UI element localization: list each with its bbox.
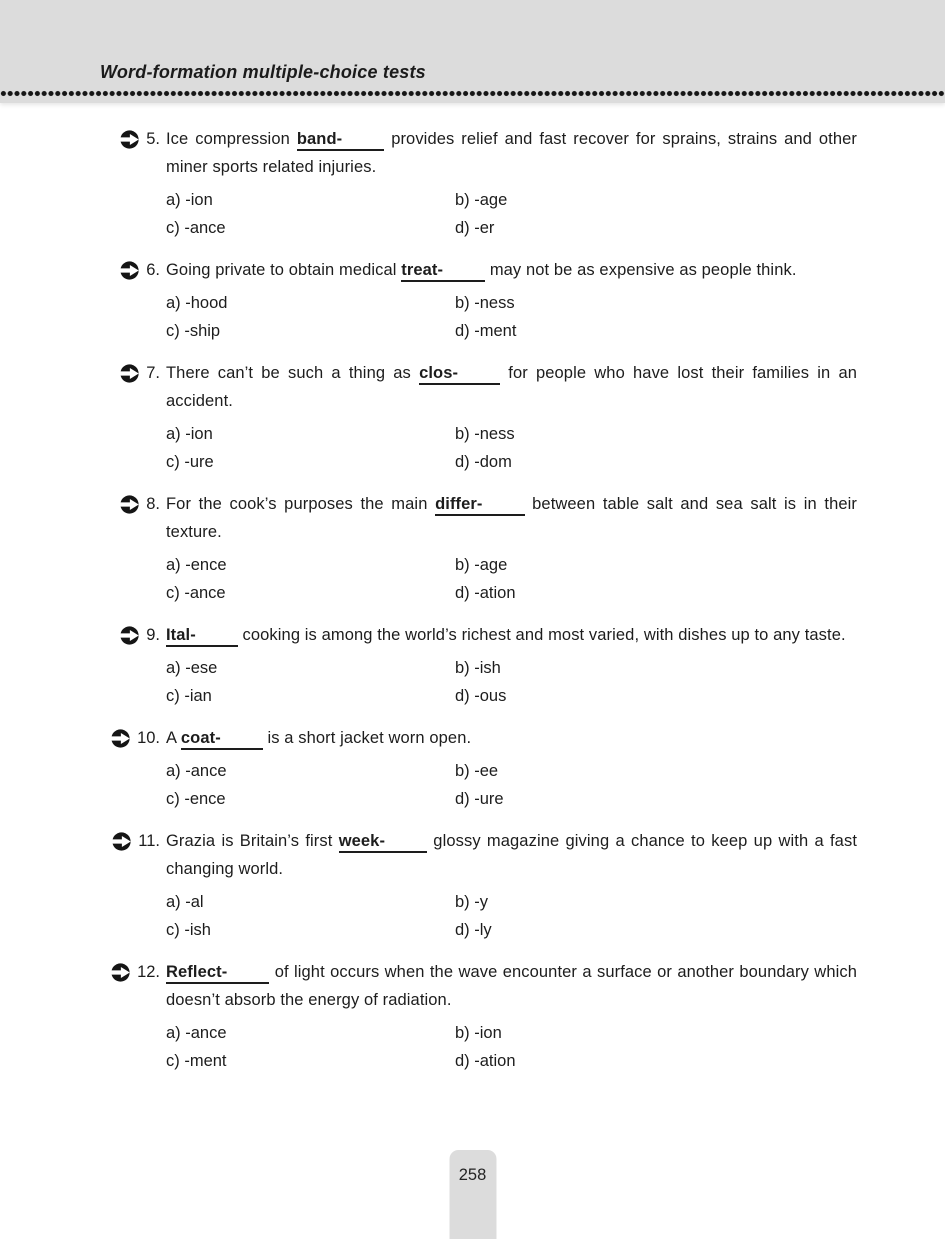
question-number: 7. bbox=[146, 363, 160, 382]
page-number: 258 bbox=[458, 1166, 487, 1184]
answer-option: d) -ation bbox=[455, 584, 516, 602]
question-text-before-blank: Grazia is Britain’s first bbox=[166, 832, 333, 850]
answer-option: a) -ence bbox=[166, 556, 227, 574]
answer-option: b) -age bbox=[455, 556, 508, 574]
question-item bbox=[138, 827, 857, 944]
page-title: Word-formation multiple-choice tests bbox=[100, 62, 426, 82]
circular-arrow-bullet-icon bbox=[111, 963, 130, 982]
question-text bbox=[166, 827, 857, 883]
answer-option: a) -ance bbox=[166, 1024, 227, 1042]
question-item bbox=[137, 958, 857, 1075]
answer-option: a) -ese bbox=[166, 659, 218, 677]
answer-option: c) -ian bbox=[166, 687, 212, 705]
answer-option: c) -ance bbox=[166, 219, 226, 237]
options-grid bbox=[166, 551, 857, 607]
question-text bbox=[166, 125, 857, 181]
options-grid bbox=[166, 757, 857, 813]
question-label bbox=[111, 724, 166, 752]
question-label bbox=[111, 958, 166, 986]
question-stem-word: treat- bbox=[401, 261, 444, 279]
question-text-after-blank: is a short jacket worn open. bbox=[267, 729, 472, 747]
circular-arrow-bullet-icon bbox=[120, 364, 139, 383]
question-label bbox=[120, 125, 166, 153]
answer-option: c) -ence bbox=[166, 790, 226, 808]
question-label bbox=[120, 621, 166, 649]
answer-option: a) -ance bbox=[166, 762, 227, 780]
question-text bbox=[166, 958, 857, 1014]
question-number: 12. bbox=[137, 962, 160, 981]
dotted-divider bbox=[0, 90, 945, 97]
stem-with-blank bbox=[297, 130, 384, 151]
question-text-after-blank: glossy magazine giving a chance to keep up with a fast changing world. bbox=[166, 832, 857, 878]
answer-option: d) -er bbox=[455, 219, 495, 237]
question-number: 5. bbox=[146, 129, 160, 148]
questions-list bbox=[0, 103, 945, 1075]
question-number: 6. bbox=[146, 260, 160, 279]
answer-option: a) -ion bbox=[166, 425, 213, 443]
answer-option: d) -ous bbox=[455, 687, 507, 705]
answer-option: a) -ion bbox=[166, 191, 213, 209]
question-text-before-blank: There can’t be such a thing as bbox=[166, 364, 411, 382]
question-text bbox=[166, 256, 857, 284]
answer-blank bbox=[443, 274, 485, 275]
question-number: 9. bbox=[146, 625, 160, 644]
question-item bbox=[146, 359, 857, 476]
options-grid bbox=[166, 888, 857, 944]
question-item bbox=[146, 490, 857, 607]
circular-arrow-bullet-icon bbox=[120, 626, 139, 645]
stem-with-blank bbox=[339, 832, 427, 853]
question-stem-word: week- bbox=[338, 832, 386, 850]
answer-blank bbox=[458, 377, 500, 378]
answer-option: d) -ation bbox=[455, 1052, 516, 1070]
question-text-after-blank: may not be as expensive as people think. bbox=[489, 261, 797, 279]
answer-option: a) -al bbox=[166, 893, 204, 911]
circular-arrow-bullet-icon bbox=[120, 261, 139, 280]
answer-option: b) -ish bbox=[455, 659, 501, 677]
question-text bbox=[166, 621, 857, 649]
question-text bbox=[166, 359, 857, 415]
answer-option: c) -ure bbox=[166, 453, 214, 471]
options-grid bbox=[166, 654, 857, 710]
question-text bbox=[166, 490, 857, 546]
answer-option: d) -ure bbox=[455, 790, 504, 808]
question-text-before-blank: For the cook’s purposes the main bbox=[166, 495, 428, 513]
question-text-before-blank: Going private to obtain medical bbox=[166, 261, 397, 279]
question-text-after-blank: of light occurs when the wave encounter a surface or another boundary which doesn’t absorb the energy of radiation. bbox=[166, 963, 857, 1009]
question-stem-word: coat- bbox=[180, 729, 221, 747]
stem-with-blank bbox=[181, 729, 263, 750]
answer-option: d) -ment bbox=[455, 322, 517, 340]
question-label bbox=[120, 256, 166, 284]
question-stem-word: band- bbox=[296, 130, 343, 148]
answer-option: b) -y bbox=[455, 893, 488, 911]
answer-option: b) -ion bbox=[455, 1024, 502, 1042]
stem-with-blank bbox=[401, 261, 485, 282]
question-stem-word: Ital- bbox=[166, 626, 196, 644]
answer-blank bbox=[342, 143, 384, 144]
answer-option: c) -ship bbox=[166, 322, 221, 340]
question-label bbox=[120, 490, 166, 518]
answer-option: b) -ness bbox=[455, 294, 515, 312]
answer-blank bbox=[227, 976, 269, 977]
circular-arrow-bullet-icon bbox=[120, 130, 139, 149]
answer-option: c) -ment bbox=[166, 1052, 227, 1070]
answer-option: b) -ness bbox=[455, 425, 515, 443]
question-text-after-blank: between table salt and sea salt is in their texture. bbox=[166, 495, 857, 541]
answer-option: b) -age bbox=[455, 191, 508, 209]
answer-blank bbox=[483, 508, 525, 509]
stem-with-blank bbox=[166, 963, 269, 984]
question-stem-word: Reflect- bbox=[166, 963, 228, 981]
question-text-after-blank: provides relief and fast recover for sprains, strains and other miner sports related injuries. bbox=[166, 130, 857, 176]
question-item bbox=[137, 724, 857, 813]
question-number: 11. bbox=[138, 831, 160, 850]
question-number: 10. bbox=[137, 728, 160, 747]
question-stem-word: differ- bbox=[435, 495, 483, 513]
options-grid bbox=[166, 186, 857, 242]
options-grid bbox=[166, 1019, 857, 1075]
options-grid bbox=[166, 420, 857, 476]
answer-option: d) -dom bbox=[455, 453, 512, 471]
question-text bbox=[166, 724, 857, 752]
question-text-after-blank: cooking is among the world’s richest and most varied, with dishes up to any taste. bbox=[242, 626, 846, 644]
answer-blank bbox=[196, 639, 238, 640]
answer-option: b) -ee bbox=[455, 762, 499, 780]
question-stem-word: clos- bbox=[419, 364, 459, 382]
question-label bbox=[120, 359, 166, 387]
answer-option: c) -ance bbox=[166, 584, 226, 602]
stem-with-blank bbox=[435, 495, 524, 516]
question-text-before-blank: A bbox=[166, 729, 177, 747]
answer-blank bbox=[385, 845, 427, 846]
question-item bbox=[146, 256, 857, 345]
question-text-after-blank: for people who have lost their families in an accident. bbox=[166, 364, 857, 410]
question-item bbox=[146, 621, 857, 710]
options-grid bbox=[166, 289, 857, 345]
answer-option: c) -ish bbox=[166, 921, 211, 939]
circular-arrow-bullet-icon bbox=[112, 832, 131, 851]
circular-arrow-bullet-icon bbox=[120, 495, 139, 514]
question-text-before-blank: Ice compression bbox=[166, 130, 290, 148]
question-item bbox=[146, 125, 857, 242]
page-number-tab bbox=[449, 1150, 496, 1239]
question-number: 8. bbox=[146, 494, 160, 513]
page-header bbox=[0, 0, 945, 103]
answer-option: a) -hood bbox=[166, 294, 228, 312]
answer-blank bbox=[221, 742, 263, 743]
stem-with-blank bbox=[419, 364, 500, 385]
question-label bbox=[112, 827, 166, 855]
stem-with-blank bbox=[166, 626, 238, 647]
circular-arrow-bullet-icon bbox=[111, 729, 130, 748]
answer-option: d) -ly bbox=[455, 921, 492, 939]
